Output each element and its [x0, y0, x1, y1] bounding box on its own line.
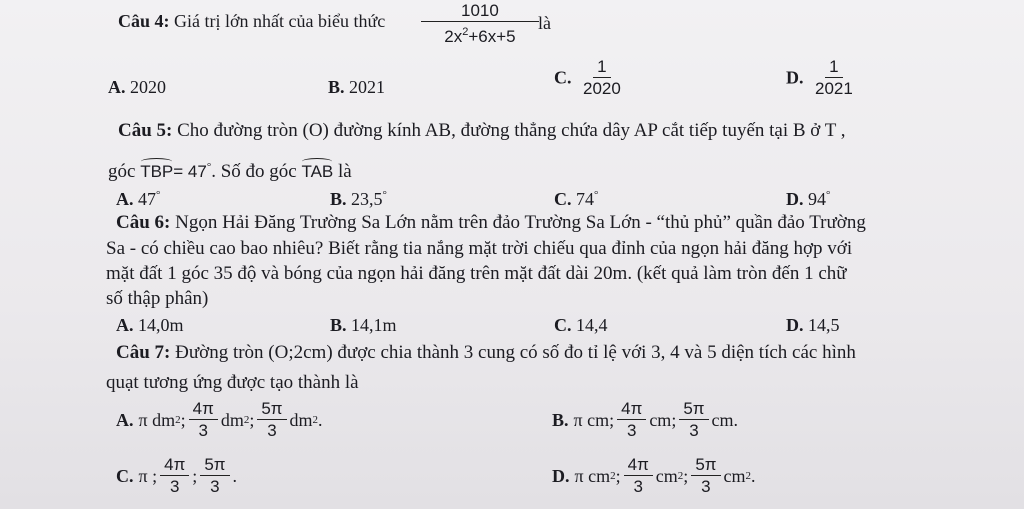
q4-option-a[interactable]: [108, 76, 166, 98]
q7-c-end: .: [232, 465, 237, 486]
question-7-text-1: Đường tròn (O;2cm) được chia thành 3 cung có số đo tỉ lệ với 3, 4 và 5 diện tích các hình: [175, 342, 856, 363]
question-4-text: Giá trị lớn nhất của biểu thức: [174, 11, 386, 31]
q7-d-num-3: 5π: [691, 454, 720, 476]
q7-d-sup-1: 2: [610, 469, 616, 482]
q7-c-den-2: 3: [169, 477, 180, 496]
q7-option-d-letter: D.: [552, 465, 570, 486]
q5-option-d-degree: °: [826, 189, 831, 201]
q7-c-sep-2: ;: [192, 465, 198, 486]
question-6-line-2: Sa - có chiều cao bao nhiêu? Biết rằng tia nắng mặt trời chiếu qua đỉnh của ngọn hải đăng hợp với: [106, 238, 853, 259]
q4-option-d-letter: D.: [786, 67, 804, 88]
q7-a-sup-3: 2: [312, 413, 319, 426]
q4-option-d-den: 2021: [815, 79, 853, 98]
q7-a-den-3: 3: [267, 421, 277, 440]
q7-option-d[interactable]: [552, 454, 756, 497]
q7-c-num-3: 5π: [200, 454, 229, 476]
angle-tbp: TBP: [140, 162, 174, 181]
q7-a-sep-2: ;: [249, 409, 255, 430]
q7-option-b-letter: B.: [552, 409, 569, 430]
q7-a-den-2: 3: [198, 421, 208, 440]
expression-numerator: 1010: [421, 0, 539, 22]
q6-option-a[interactable]: [116, 314, 184, 336]
q6-option-d-letter: D.: [786, 315, 804, 335]
q7-a-sup-1: 2: [175, 413, 181, 426]
q4-option-c-den: 2020: [583, 79, 621, 98]
q7-b-sep-1: ;: [609, 409, 615, 430]
q7-d-sep-1: ;: [615, 465, 621, 486]
q5-word-goc: góc: [108, 161, 136, 182]
q7-a-pi: π: [138, 409, 148, 430]
expression-den-sup: 2: [462, 26, 469, 38]
expression-den-a: 2x: [444, 27, 463, 46]
question-6-line-4: số thập phân): [106, 288, 209, 309]
q4-option-d-num: 1: [825, 56, 842, 78]
q7-d-sup-3: 2: [745, 469, 751, 482]
q6-option-c-letter: C.: [554, 315, 572, 335]
question-6-line-3: mặt đất 1 góc 35 độ và bóng của ngọn hải đăng trên mặt đất dài 20m. (kết quả làm tròn đến 1 chữ: [106, 263, 847, 284]
q7-option-a[interactable]: [116, 398, 323, 441]
q7-a-sup-2: 2: [243, 413, 250, 426]
q5-option-c-letter: C.: [554, 189, 572, 209]
q4-option-c-num: 1: [593, 56, 610, 78]
question-6-text-1: Ngọn Hải Đăng Trường Sa Lớn nằm trên đảo Trường Sa Lớn - “thủ phủ” quần đảo Trường: [175, 212, 866, 233]
q6-option-b-value: 14,1m: [351, 315, 397, 335]
q5-equals-47: = 47: [173, 162, 207, 181]
q7-b-num-3: 5π: [679, 398, 708, 420]
q5-text-so-do: . Số đo góc: [211, 161, 297, 182]
q7-a-unit-1: dm: [152, 409, 176, 430]
q7-b-pi: π: [573, 409, 583, 430]
q5-option-b-value: 23,5: [351, 189, 383, 209]
q4-option-a-value: 2020: [130, 77, 166, 97]
q7-a-unit-2: dm: [220, 409, 244, 430]
q7-b-sep-2: ;: [671, 409, 677, 430]
question-6-label: Câu 6:: [116, 212, 171, 233]
q5-option-c-degree: °: [594, 189, 599, 201]
q5-option-d-letter: D.: [786, 189, 804, 209]
q6-option-c[interactable]: [554, 314, 608, 336]
q7-c-den-3: 3: [210, 477, 220, 496]
q7-option-c[interactable]: [116, 454, 237, 497]
q7-d-sep-2: ;: [683, 465, 689, 486]
q7-d-den-3: 3: [701, 477, 711, 496]
q7-c-sep-1: ;: [152, 465, 158, 486]
q5-option-c[interactable]: [554, 184, 598, 210]
expression-den-b: +6x+5: [468, 27, 516, 46]
q7-d-sup-2: 2: [677, 469, 684, 482]
q5-word-la: là: [338, 161, 352, 182]
q7-b-den-3: 3: [689, 421, 699, 440]
q4-option-d[interactable]: [786, 56, 860, 99]
question-4-expression: [418, 0, 542, 47]
question-6-line-1: [116, 212, 866, 234]
q7-b-unit-1: cm: [587, 409, 610, 430]
q7-b-den-2: 3: [626, 421, 637, 440]
q7-b-end: .: [733, 409, 739, 430]
q7-b-unit-2: cm: [649, 409, 672, 430]
q6-option-b-letter: B.: [330, 315, 347, 335]
q5-option-c-value: 74: [576, 189, 594, 209]
q5-option-a[interactable]: [116, 184, 160, 210]
q5-option-d-value: 94: [808, 189, 826, 209]
q7-d-end: .: [751, 465, 756, 486]
q6-option-d-value: 14,5: [808, 315, 840, 335]
q5-option-a-letter: A.: [116, 189, 134, 209]
angle-tab: TAB: [301, 162, 334, 181]
q4-option-a-letter: A.: [108, 77, 126, 97]
q5-option-b-letter: B.: [330, 189, 347, 209]
q6-option-d[interactable]: [786, 314, 840, 336]
q7-a-num-3: 5π: [257, 398, 286, 420]
q4-option-c[interactable]: [554, 56, 628, 99]
question-7-line-1: [116, 342, 856, 364]
q4-option-b[interactable]: [328, 76, 385, 98]
q7-c-num-2: 4π: [160, 454, 189, 476]
q5-option-a-degree: °: [156, 189, 161, 201]
question-7-label: Câu 7:: [116, 342, 171, 363]
question-7-line-2: quạt tương ứng được tạo thành là: [106, 372, 359, 393]
q7-option-c-letter: C.: [116, 465, 134, 486]
question-4-stem: [118, 10, 385, 32]
question-5-label: Câu 5:: [118, 120, 173, 141]
q7-a-sep-1: ;: [180, 409, 186, 430]
q7-d-num-2: 4π: [624, 454, 653, 476]
q7-d-unit-1: cm: [588, 465, 611, 486]
q5-option-a-value: 47: [138, 189, 156, 209]
q7-d-unit-3: cm: [723, 465, 746, 486]
q7-c-pi: π: [138, 465, 148, 486]
q7-option-a-letter: A.: [116, 409, 134, 430]
question-4-tail: là: [538, 13, 551, 33]
q4-option-b-value: 2021: [349, 77, 386, 97]
q7-b-num-2: 4π: [617, 398, 646, 420]
q7-b-unit-3: cm: [711, 409, 734, 430]
degree-mark: °: [206, 161, 212, 173]
q5-option-b[interactable]: [330, 184, 387, 210]
question-4-label: Câu 4:: [118, 11, 170, 31]
q7-d-den-2: 3: [633, 477, 643, 496]
q6-option-a-letter: A.: [116, 315, 134, 335]
question-5-line-1: [118, 120, 846, 142]
q7-d-pi: π: [574, 465, 584, 486]
q4-option-c-letter: C.: [554, 67, 572, 88]
q5-option-b-degree: °: [382, 189, 387, 201]
q6-option-a-value: 14,0m: [138, 315, 184, 335]
q6-option-c-value: 14,4: [576, 315, 608, 335]
q5-option-d[interactable]: [786, 184, 830, 210]
q7-a-unit-3: dm: [289, 409, 313, 430]
q7-option-b[interactable]: [552, 398, 738, 441]
question-5-text-1: Cho đường tròn (O) đường kính AB, đường thẳng chứa dây AP cắt tiếp tuyến tại B ở T ,: [177, 120, 846, 141]
q7-a-end: .: [318, 409, 323, 430]
q7-d-unit-2: cm: [655, 465, 678, 486]
q7-a-num-2: 4π: [189, 398, 218, 420]
question-5-line-2: [108, 156, 352, 183]
q6-option-b[interactable]: [330, 314, 397, 336]
q4-option-b-letter: B.: [328, 77, 345, 97]
